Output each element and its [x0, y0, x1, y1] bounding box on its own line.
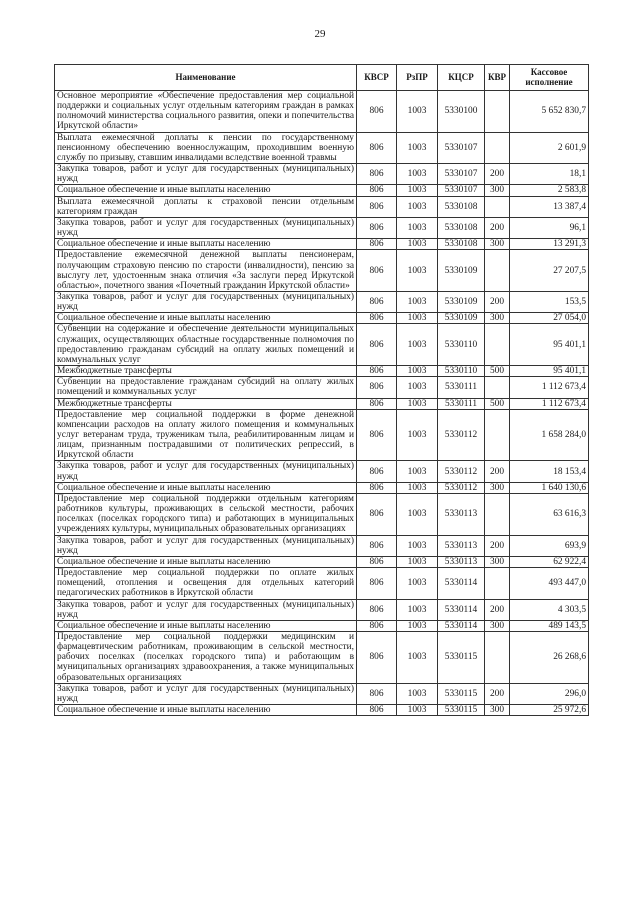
row-kcsr-cell: 5330110 [438, 324, 485, 366]
table-row [55, 377, 589, 398]
table-row [55, 217, 589, 238]
table-row [55, 568, 589, 599]
row-kvsr-cell: 806 [357, 599, 397, 620]
row-kcsr-cell: 5330112 [438, 409, 485, 461]
table-row [55, 461, 589, 482]
row-amount-cell: 153,5 [510, 291, 589, 312]
row-amount-cell: 1 112 673,4 [510, 398, 589, 409]
row-rzpr-cell: 1003 [397, 366, 438, 377]
row-kvr-cell: 200 [485, 535, 510, 556]
table-row [55, 409, 589, 461]
row-rzpr-cell: 1003 [397, 705, 438, 716]
table-row [55, 250, 589, 292]
row-name-cell: Закупка товаров, работ и услуг для государственных (муниципальных) нужд [55, 164, 357, 185]
row-rzpr-cell: 1003 [397, 250, 438, 292]
row-kvsr-cell: 806 [357, 132, 397, 163]
row-kcsr-cell: 5330111 [438, 377, 485, 398]
row-name-cell: Закупка товаров, работ и услуг для государственных (муниципальных) нужд [55, 535, 357, 556]
header-kcsr: КЦСР [438, 65, 485, 91]
row-kcsr-cell: 5330111 [438, 398, 485, 409]
row-name-cell: Социальное обеспечение и иные выплаты населению [55, 705, 357, 716]
row-name-cell: Выплата ежемесячной доплаты к пенсии по государственному пенсионному обеспечению военнослужащим, проходившим военную службу по призыву, ставшим инвалидами вследствие военной травмы [55, 132, 357, 163]
row-kvr-cell: 300 [485, 556, 510, 567]
table-row [55, 620, 589, 631]
row-kcsr-cell: 5330108 [438, 217, 485, 238]
row-name-cell: Субвенции на предоставление гражданам субсидий на оплату жилых помещений и коммунальных услуг [55, 377, 357, 398]
row-rzpr-cell: 1003 [397, 461, 438, 482]
table-row [55, 324, 589, 366]
row-kvsr-cell: 806 [357, 705, 397, 716]
row-rzpr-cell: 1003 [397, 313, 438, 324]
row-rzpr-cell: 1003 [397, 398, 438, 409]
row-kvr-cell [485, 568, 510, 599]
row-kcsr-cell: 5330113 [438, 493, 485, 535]
row-rzpr-cell: 1003 [397, 132, 438, 163]
row-kvr-cell [485, 132, 510, 163]
row-rzpr-cell: 1003 [397, 535, 438, 556]
header-rzpr: РзПР [397, 65, 438, 91]
header-kvr: КВР [485, 65, 510, 91]
row-kvsr-cell: 806 [357, 631, 397, 683]
row-kcsr-cell: 5330112 [438, 482, 485, 493]
row-name-cell: Социальное обеспечение и иные выплаты населению [55, 239, 357, 250]
row-kvr-cell [485, 250, 510, 292]
row-rzpr-cell: 1003 [397, 239, 438, 250]
row-name-cell: Социальное обеспечение и иные выплаты населению [55, 185, 357, 196]
row-kvsr-cell: 806 [357, 196, 397, 217]
row-amount-cell: 13 387,4 [510, 196, 589, 217]
row-kvsr-cell: 806 [357, 683, 397, 704]
row-kcsr-cell: 5330114 [438, 620, 485, 631]
row-kvr-cell: 300 [485, 620, 510, 631]
row-kvr-cell: 500 [485, 366, 510, 377]
row-amount-cell: 1 658 284,0 [510, 409, 589, 461]
row-kcsr-cell: 5330113 [438, 535, 485, 556]
row-amount-cell: 27 054,0 [510, 313, 589, 324]
table-row [55, 683, 589, 704]
row-kcsr-cell: 5330107 [438, 185, 485, 196]
row-rzpr-cell: 1003 [397, 324, 438, 366]
row-kcsr-cell: 5330108 [438, 196, 485, 217]
row-name-cell: Основное мероприятие «Обеспечение предоставления мер социальной поддержки и социальных услуг отдельным категориям граждан в рамках полномочий министерства социального развития, опеки и попечительства Иркутской области» [55, 91, 357, 133]
row-kcsr-cell: 5330107 [438, 132, 485, 163]
row-rzpr-cell: 1003 [397, 493, 438, 535]
page-number: 29 [314, 28, 326, 40]
row-kvr-cell: 300 [485, 705, 510, 716]
row-rzpr-cell: 1003 [397, 482, 438, 493]
row-kcsr-cell: 5330114 [438, 568, 485, 599]
row-kcsr-cell: 5330114 [438, 599, 485, 620]
row-rzpr-cell: 1003 [397, 164, 438, 185]
row-kcsr-cell: 5330109 [438, 250, 485, 292]
row-rzpr-cell: 1003 [397, 620, 438, 631]
row-kvsr-cell: 806 [357, 398, 397, 409]
row-kcsr-cell: 5330115 [438, 705, 485, 716]
row-kvr-cell: 200 [485, 291, 510, 312]
row-amount-cell: 26 268,6 [510, 631, 589, 683]
row-name-cell: Предоставление мер социальной поддержки отдельным категориям работников культуры, проживающих в сельской местности, рабочих поселках (поселках городского типа) и работающих в муниципальных учреждениях культуры, муниципальных образовательных организациях [55, 493, 357, 535]
table-body [55, 91, 589, 716]
table-row [55, 164, 589, 185]
row-amount-cell: 489 143,5 [510, 620, 589, 631]
row-kcsr-cell: 5330115 [438, 631, 485, 683]
row-kvr-cell [485, 493, 510, 535]
table-row [55, 705, 589, 716]
row-kcsr-cell: 5330113 [438, 556, 485, 567]
row-kvr-cell [485, 631, 510, 683]
row-amount-cell: 13 291,3 [510, 239, 589, 250]
row-kcsr-cell: 5330109 [438, 291, 485, 312]
row-kvr-cell [485, 324, 510, 366]
row-kvr-cell [485, 377, 510, 398]
row-rzpr-cell: 1003 [397, 291, 438, 312]
table-row [55, 132, 589, 163]
row-kvr-cell: 200 [485, 599, 510, 620]
row-rzpr-cell: 1003 [397, 409, 438, 461]
row-kvr-cell [485, 91, 510, 133]
row-amount-cell: 1 112 673,4 [510, 377, 589, 398]
header-kvsr: КВСР [357, 65, 397, 91]
row-kvsr-cell: 806 [357, 239, 397, 250]
row-name-cell: Социальное обеспечение и иные выплаты населению [55, 556, 357, 567]
row-name-cell: Социальное обеспечение и иные выплаты населению [55, 482, 357, 493]
row-name-cell: Предоставление мер социальной поддержки медицинским и фармацевтическим работникам, проживающим в сельской местности, рабочих поселках (поселках городского типа) и работающим в муниципальных организациях здравоохранения, а также муниципальных образовательных организациях [55, 631, 357, 683]
row-kvr-cell: 200 [485, 217, 510, 238]
table-row [55, 91, 589, 133]
row-name-cell: Закупка товаров, работ и услуг для государственных (муниципальных) нужд [55, 599, 357, 620]
row-kvsr-cell: 806 [357, 91, 397, 133]
row-kvsr-cell: 806 [357, 461, 397, 482]
table-row [55, 366, 589, 377]
row-name-cell: Закупка товаров, работ и услуг для государственных (муниципальных) нужд [55, 291, 357, 312]
row-amount-cell: 25 972,6 [510, 705, 589, 716]
row-kvsr-cell: 806 [357, 185, 397, 196]
row-amount-cell: 63 616,3 [510, 493, 589, 535]
row-kvr-cell: 300 [485, 482, 510, 493]
row-kvsr-cell: 806 [357, 217, 397, 238]
row-name-cell: Межбюджетные трансферты [55, 366, 357, 377]
row-amount-cell: 693,9 [510, 535, 589, 556]
row-kvr-cell: 500 [485, 398, 510, 409]
row-kvsr-cell: 806 [357, 313, 397, 324]
row-name-cell: Социальное обеспечение и иные выплаты населению [55, 620, 357, 631]
row-name-cell: Предоставление мер социальной поддержки в форме денежной компенсации расходов на оплату жилого помещения и коммунальных услуг ветеранам труда, труженикам тыла, реабилитированным лицам и лицам, признанным пострадавшими от политических репрессий, в Иркутской области [55, 409, 357, 461]
row-amount-cell: 296,0 [510, 683, 589, 704]
row-kvr-cell: 200 [485, 683, 510, 704]
row-amount-cell: 62 922,4 [510, 556, 589, 567]
row-kcsr-cell: 5330108 [438, 239, 485, 250]
row-kvr-cell: 300 [485, 239, 510, 250]
row-name-cell: Межбюджетные трансферты [55, 398, 357, 409]
row-amount-cell: 95 401,1 [510, 366, 589, 377]
row-kvsr-cell: 806 [357, 366, 397, 377]
row-amount-cell: 1 640 130,6 [510, 482, 589, 493]
row-name-cell: Социальное обеспечение и иные выплаты населению [55, 313, 357, 324]
table-row [55, 196, 589, 217]
row-amount-cell: 2 583,8 [510, 185, 589, 196]
row-kvsr-cell: 806 [357, 493, 397, 535]
table-header-row [55, 65, 589, 91]
row-kvsr-cell: 806 [357, 568, 397, 599]
row-amount-cell: 18,1 [510, 164, 589, 185]
row-rzpr-cell: 1003 [397, 91, 438, 133]
row-kvsr-cell: 806 [357, 291, 397, 312]
row-kvr-cell: 200 [485, 164, 510, 185]
table-row [55, 398, 589, 409]
row-rzpr-cell: 1003 [397, 599, 438, 620]
row-rzpr-cell: 1003 [397, 196, 438, 217]
header-amount: Кассовое исполнение [510, 65, 589, 91]
row-kvsr-cell: 806 [357, 377, 397, 398]
budget-execution-table [54, 64, 589, 716]
row-kcsr-cell: 5330115 [438, 683, 485, 704]
row-amount-cell: 96,1 [510, 217, 589, 238]
row-kvsr-cell: 806 [357, 482, 397, 493]
row-rzpr-cell: 1003 [397, 185, 438, 196]
row-name-cell: Предоставление ежемесячной денежной выплаты пенсионерам, получающим страховую пенсию по старости (инвалидности), пенсию за выслугу лет, удостоенным знака отличия «За заслуги перед Иркутской областью», почетного звания «Почетный гражданин Иркутской области» [55, 250, 357, 292]
table-row [55, 535, 589, 556]
row-rzpr-cell: 1003 [397, 568, 438, 599]
row-kvr-cell: 200 [485, 461, 510, 482]
row-amount-cell: 5 652 830,7 [510, 91, 589, 133]
row-kcsr-cell: 5330109 [438, 313, 485, 324]
row-name-cell: Субвенции на содержание и обеспечение деятельности муниципальных служащих, осуществляющих областные государственные полномочия по предоставлению гражданам субсидий на оплату жилых помещений и коммунальных услуг [55, 324, 357, 366]
row-amount-cell: 95 401,1 [510, 324, 589, 366]
row-amount-cell: 2 601,9 [510, 132, 589, 163]
row-name-cell: Предоставление мер социальной поддержки по оплате жилых помещений, отопления и освещения для отдельных категорий педагогических работников в Иркутской области [55, 568, 357, 599]
row-kcsr-cell: 5330100 [438, 91, 485, 133]
row-kcsr-cell: 5330112 [438, 461, 485, 482]
row-kvr-cell: 300 [485, 313, 510, 324]
row-kvr-cell [485, 409, 510, 461]
table-row [55, 291, 589, 312]
table-row [55, 556, 589, 567]
row-rzpr-cell: 1003 [397, 377, 438, 398]
row-kvsr-cell: 806 [357, 556, 397, 567]
row-name-cell: Закупка товаров, работ и услуг для государственных (муниципальных) нужд [55, 461, 357, 482]
row-kvsr-cell: 806 [357, 620, 397, 631]
table-row [55, 482, 589, 493]
row-kvsr-cell: 806 [357, 324, 397, 366]
table-row [55, 631, 589, 683]
row-rzpr-cell: 1003 [397, 631, 438, 683]
row-kvsr-cell: 806 [357, 409, 397, 461]
row-kcsr-cell: 5330110 [438, 366, 485, 377]
row-amount-cell: 27 207,5 [510, 250, 589, 292]
table-row [55, 599, 589, 620]
row-kvr-cell: 300 [485, 185, 510, 196]
row-rzpr-cell: 1003 [397, 683, 438, 704]
row-kvsr-cell: 806 [357, 250, 397, 292]
table-row [55, 185, 589, 196]
row-rzpr-cell: 1003 [397, 217, 438, 238]
header-name: Наименование [55, 65, 357, 91]
table-row [55, 313, 589, 324]
row-rzpr-cell: 1003 [397, 556, 438, 567]
table-row [55, 239, 589, 250]
row-amount-cell: 18 153,4 [510, 461, 589, 482]
row-kvsr-cell: 806 [357, 164, 397, 185]
row-kcsr-cell: 5330107 [438, 164, 485, 185]
row-name-cell: Закупка товаров, работ и услуг для государственных (муниципальных) нужд [55, 217, 357, 238]
row-kvsr-cell: 806 [357, 535, 397, 556]
row-amount-cell: 4 303,5 [510, 599, 589, 620]
row-name-cell: Закупка товаров, работ и услуг для государственных (муниципальных) нужд [55, 683, 357, 704]
row-kvr-cell [485, 196, 510, 217]
row-amount-cell: 493 447,0 [510, 568, 589, 599]
table-row [55, 493, 589, 535]
row-name-cell: Выплата ежемесячной доплаты к страховой пенсии отдельным категориям граждан [55, 196, 357, 217]
